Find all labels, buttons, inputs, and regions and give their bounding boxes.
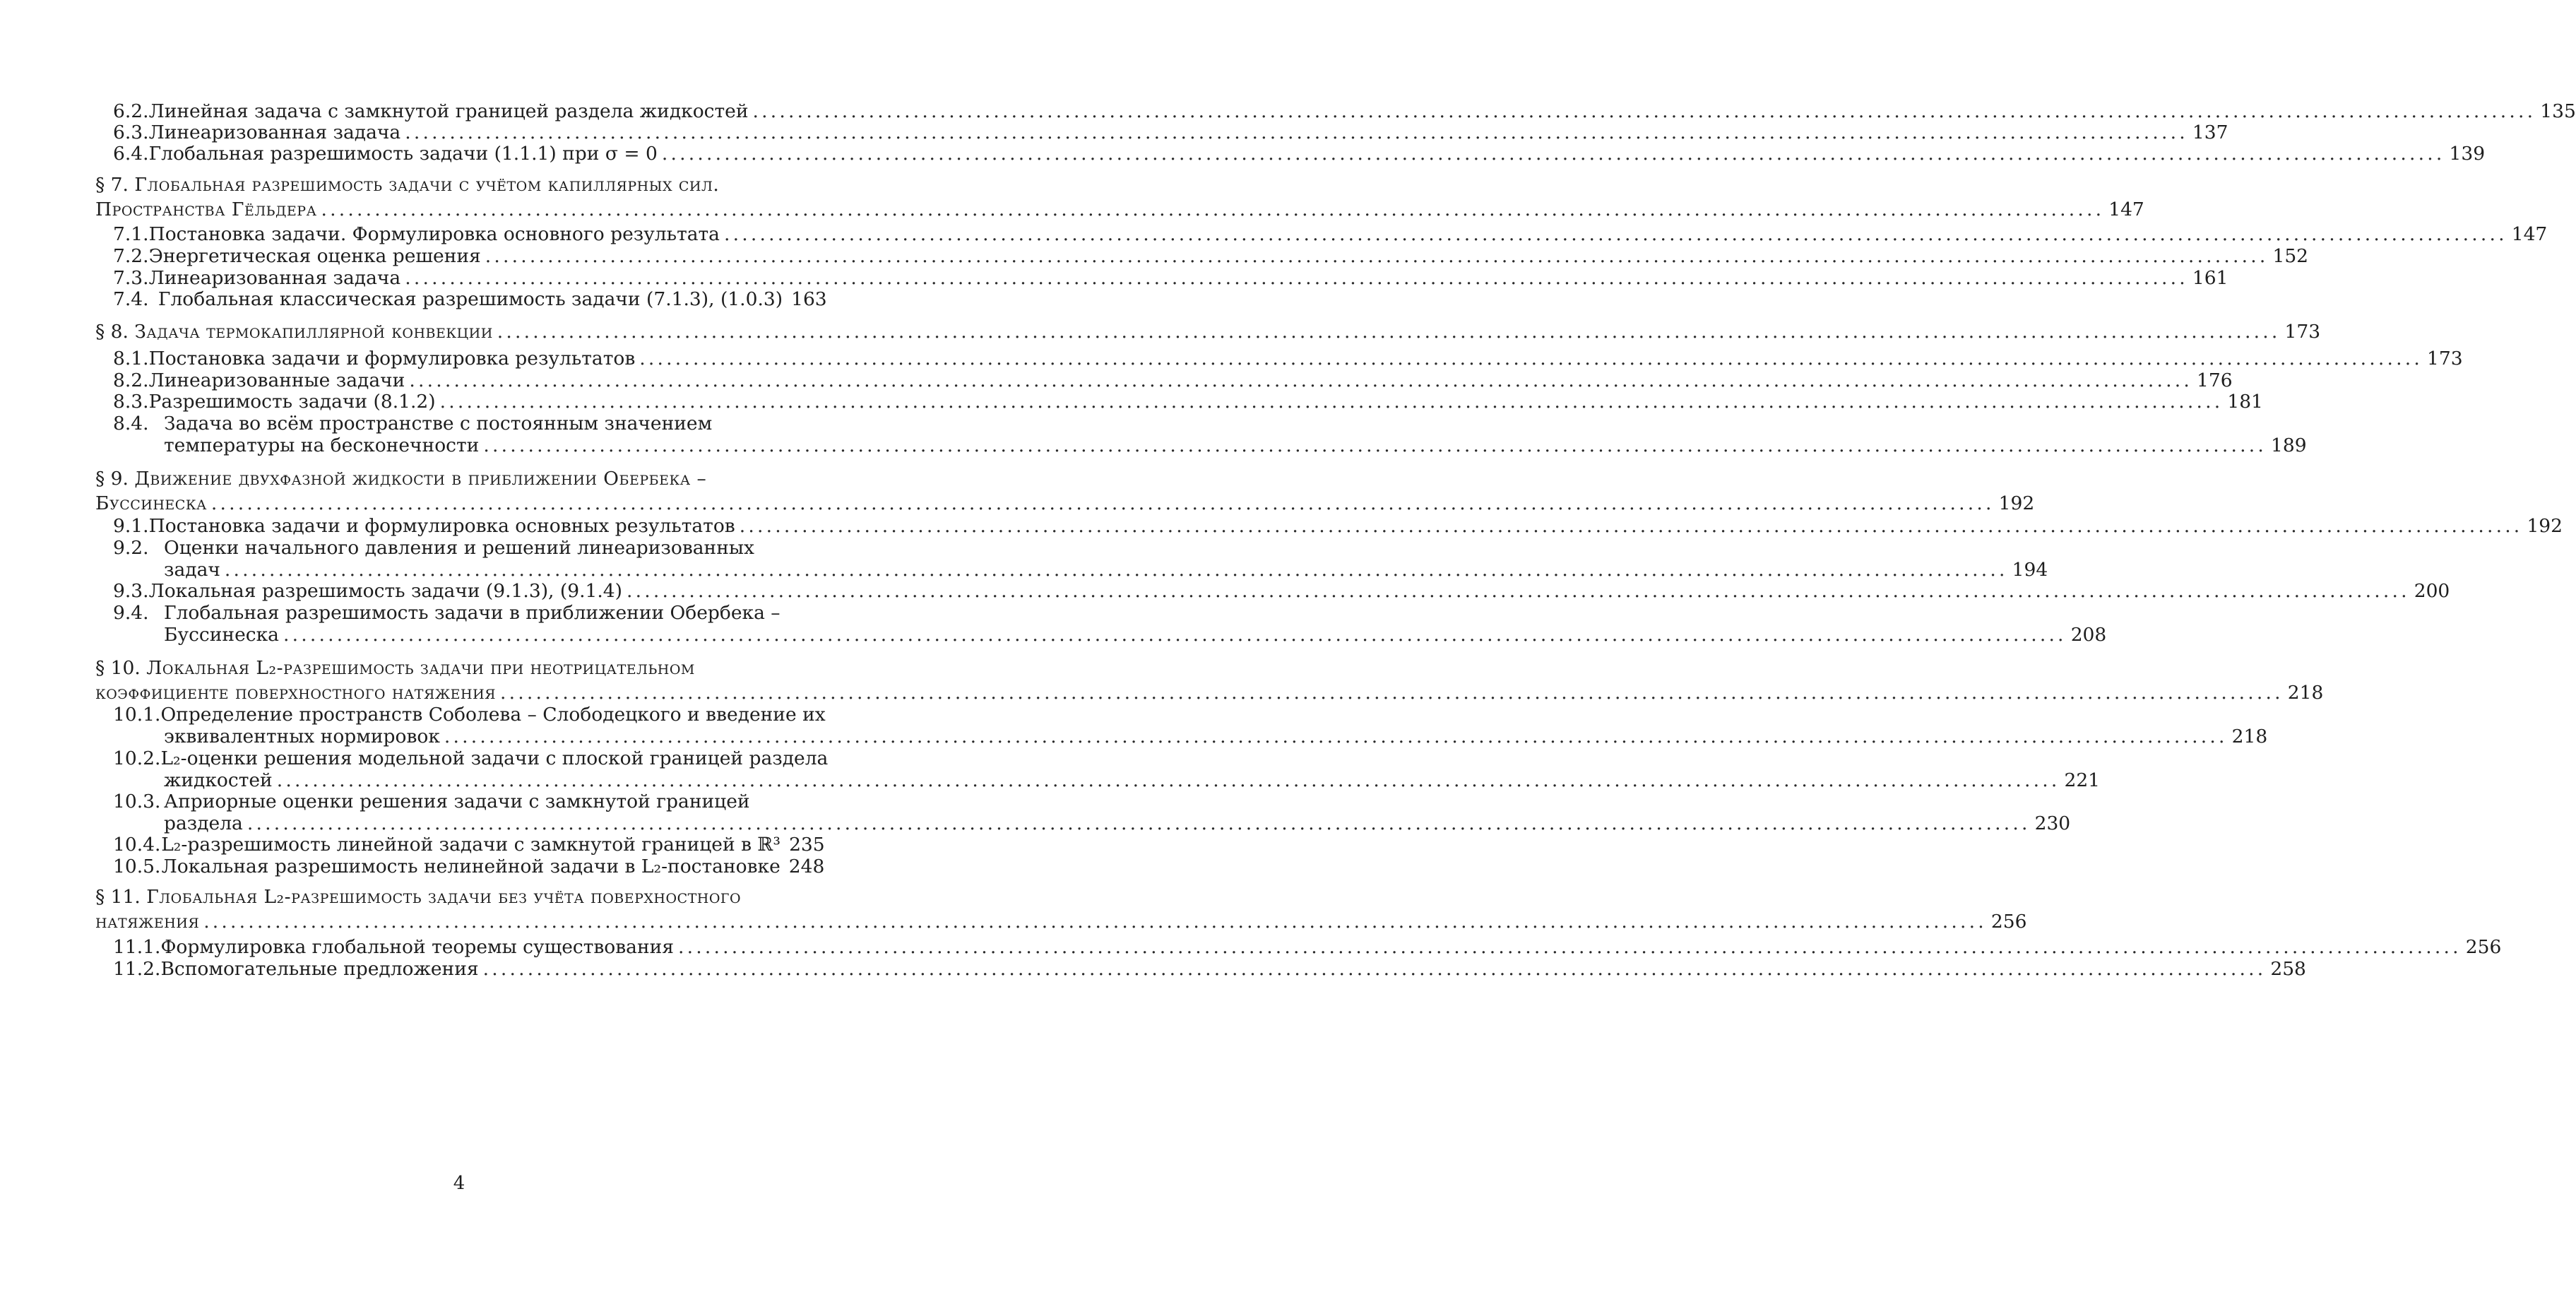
toc-section-title: коэффициенте поверхностного натяжения <box>95 682 497 704</box>
toc-entry-title: Локальная разрешимость нелинейной задачи в L₂-постановке <box>161 856 780 877</box>
toc-entry-title: Линеаризованные задачи <box>148 369 405 391</box>
leader-dots: ........................................................................................................................................................................................................ <box>483 434 2267 456</box>
toc-entry-title: раздела <box>164 812 243 834</box>
toc-page-number: 221 <box>2064 769 2101 791</box>
toc-entry-title: Локальная разрешимость задачи (9.1.3), (9.1.4) <box>148 580 622 602</box>
toc-section-title: Глобальная разрешимость задачи с учётом капиллярных сил. <box>134 174 720 196</box>
toc-entry-number: 7.2. <box>113 245 149 267</box>
toc-entry-title: жидкостей <box>164 769 273 791</box>
toc-page-number: 194 <box>2012 559 2048 581</box>
toc-entry-title: Постановка задачи и формулировка результатов <box>148 348 636 369</box>
toc-section-title: Локальная L₂-разрешимость задачи при неотрицательном <box>146 657 695 679</box>
toc-page-number: 192 <box>1998 492 2035 514</box>
toc-section-number: § 8. <box>95 321 135 343</box>
leader-dots: ........................................................................................................................................................................................................ <box>321 199 2105 220</box>
leader-dots: ........................................................................................................................................................................................................ <box>444 726 2228 747</box>
toc-entry-title: Глобальная разрешимость задачи в приближении Обербека – <box>164 602 780 624</box>
toc-section-number: § 9. <box>95 468 135 490</box>
toc-entry-number: 10.1. <box>113 704 161 726</box>
leader-dots: ........................................................................................................................................................................................................ <box>723 223 2507 245</box>
toc-section-entry[interactable] <box>95 656 823 681</box>
leader-dots: ........................................................................................................................................................................................................ <box>626 580 2410 602</box>
toc-page-number: 176 <box>2197 369 2233 391</box>
leader-dots: ........................................................................................................................................................................................................ <box>210 492 1995 514</box>
toc-page-number: 139 <box>2449 143 2486 165</box>
toc-entry-number: 8.4. <box>113 413 149 434</box>
leader-dots: ........................................................................................................................................................................................................ <box>247 812 2031 834</box>
toc-section-entry[interactable] <box>95 319 2321 345</box>
toc-page-number: 161 <box>2192 267 2228 289</box>
toc-section-entry[interactable] <box>95 885 823 910</box>
toc-entry-number: 9.2. <box>113 537 149 559</box>
toc-entry-title: Линейная задача с замкнутой границей раздела жидкостей <box>148 100 749 122</box>
leader-dots: ........................................................................................................................................................................................................ <box>739 515 2523 537</box>
toc-entry-title: задач <box>164 559 220 581</box>
toc-page-number: 248 <box>788 856 825 877</box>
toc-section-number: § 7. <box>95 174 135 196</box>
toc-page-number: 147 <box>2108 199 2144 220</box>
toc-page-number: 173 <box>2426 348 2463 369</box>
toc-subsection-entry[interactable] <box>113 287 827 312</box>
toc-entry-title: L₂-оценки решения модельной задачи с плоской границей раздела <box>160 747 829 769</box>
leader-dots: ........................................................................................................................................................................................................ <box>482 958 2267 980</box>
leader-dots: ........................................................................................................................................................................................................ <box>409 369 2193 391</box>
toc-entry-number: 7.3. <box>113 267 149 289</box>
leader-dots: ........................................................................................................................................................................................................ <box>405 122 2188 143</box>
toc-entry-title: Глобальная разрешимость задачи (1.1.1) при σ = 0 <box>148 143 658 165</box>
toc-entry-number: 6.2. <box>113 100 149 122</box>
toc-entry-title: Априорные оценки решения задачи с замкнутой границей <box>164 791 750 812</box>
toc-subsection-entry[interactable] <box>113 141 2486 167</box>
toc-entry-title: Энергетическая оценка решения <box>148 245 481 267</box>
toc-entry-number: 10.5. <box>113 856 161 877</box>
toc-page-number: 189 <box>2271 434 2307 456</box>
toc-section-title: натяжения <box>95 911 200 933</box>
toc-page-number: 192 <box>2527 515 2563 537</box>
toc-section-entry[interactable] <box>95 466 823 492</box>
toc-section-title: Задача термокапиллярной конвекции <box>134 321 493 343</box>
toc-entry-title: Глобальная классическая разрешимость задачи (7.1.3), (1.0.3) <box>158 288 783 310</box>
toc-page-number: 230 <box>2034 812 2071 834</box>
leader-dots: ........................................................................................................................................................................................................ <box>276 769 2060 791</box>
toc-section-number: § 11. <box>95 886 147 908</box>
toc-entry-title: эквивалентных нормировок <box>164 726 440 747</box>
toc-entry-title: Определение пространств Соболева – Слободецкого и введение их <box>160 704 826 726</box>
leader-dots: ........................................................................................................................................................................................................ <box>283 624 2067 646</box>
leader-dots: ........................................................................................................................................................................................................ <box>224 559 2008 581</box>
toc-page-number: 173 <box>2284 321 2321 343</box>
toc-page-number: 152 <box>2272 245 2309 267</box>
toc-entry-number: 8.1. <box>113 348 149 369</box>
toc-entry-title: Формулировка глобальной теоремы существования <box>160 936 675 958</box>
toc-section-entry[interactable] <box>95 172 823 198</box>
toc-page-number: 235 <box>789 834 825 856</box>
toc-page-number: 256 <box>2465 936 2502 958</box>
toc-page-number: 147 <box>2511 223 2548 245</box>
toc-page-number: 200 <box>2414 580 2450 602</box>
toc-entry-number: 9.4. <box>113 602 149 624</box>
toc-entry-title: Разрешимость задачи (8.1.2) <box>148 391 436 413</box>
toc-page-number: 137 <box>2192 122 2228 143</box>
toc-subsection-entry[interactable] <box>113 854 823 880</box>
toc-entry-number: 8.3. <box>113 391 149 413</box>
toc-entry-title: Постановка задачи. Формулировка основного результата <box>148 223 720 245</box>
toc-page-number: 208 <box>2070 624 2107 646</box>
toc-entry-number: 8.2. <box>113 369 149 391</box>
toc-subsection-entry-continued[interactable] <box>164 433 2307 459</box>
toc-page-number: 258 <box>2270 958 2306 980</box>
toc-entry-number: 6.4. <box>113 143 149 165</box>
toc-section-entry-continued[interactable] <box>95 909 2027 935</box>
leader-dots: ........................................................................................................................................................................................................ <box>405 267 2188 289</box>
toc-entry-title: L₂-разрешимость линейной задачи с замкнутой границей в ℝ³ <box>161 834 781 856</box>
toc-section-entry-continued[interactable] <box>95 491 2035 516</box>
toc-page-number: 135 <box>2540 100 2576 122</box>
toc-entry-number: 6.3. <box>113 122 149 143</box>
toc-entry-number: 7.4. <box>113 288 149 310</box>
toc-page-number: 218 <box>2287 682 2324 704</box>
toc-section-title: Движение двухфазной жидкости в приближении Обербека – <box>134 468 707 490</box>
toc-subsection-entry[interactable] <box>113 957 2306 982</box>
leader-dots: ........................................................................................................................................................................................................ <box>439 391 2224 413</box>
leader-dots: ........................................................................................................................................................................................................ <box>678 936 2462 958</box>
toc-page-number: 181 <box>2227 391 2263 413</box>
leader-dots: ........................................................................................................................................................................................................ <box>203 911 1987 933</box>
toc-entry-title: Буссинеска <box>164 624 279 646</box>
leader-dots: ........................................................................................................................................................................................................ <box>485 245 2269 267</box>
toc-entry-number: 10.2. <box>113 747 161 769</box>
toc-entry-title: Линеаризованная задача <box>148 122 401 143</box>
toc-entry-title: Постановка задачи и формулировка основных результатов <box>148 515 735 537</box>
toc-entry-title: Оценки начального давления и решений линеаризованных <box>164 537 754 559</box>
toc-entry-number: 9.3. <box>113 580 149 602</box>
toc-section-number: § 10. <box>95 657 147 679</box>
toc-section-title: Пространства Гёльдера <box>95 199 317 220</box>
toc-entry-title: Задача во всём пространстве с постоянным значением <box>164 413 713 434</box>
leader-dots: ........................................................................................................................................................................................................ <box>661 143 2445 165</box>
toc-section-title: Буссинеска <box>95 492 207 514</box>
leader-dots: ........................................................................................................................................................................................................ <box>497 321 2281 343</box>
toc-entry-title: Вспомогательные предложения <box>160 958 479 980</box>
toc-page-number: 218 <box>2231 726 2268 747</box>
toc-entry-number: 10.3. <box>113 791 161 812</box>
toc-entry-title: температуры на бесконечности <box>164 434 480 456</box>
toc-entry-number: 11.1. <box>113 936 161 958</box>
toc-entry-number: 9.1. <box>113 515 149 537</box>
toc-entry-title: Линеаризованная задача <box>148 267 401 289</box>
leader-dots: ........................................................................................................................................................................................................ <box>639 348 2423 369</box>
page-number: 4 <box>453 1173 465 1194</box>
toc-page-number: 163 <box>791 288 827 310</box>
toc-entry-number: 11.2. <box>113 958 161 980</box>
toc-section-entry-continued[interactable] <box>95 197 2144 223</box>
toc-section-title: Глобальная L₂-разрешимость задачи без учёта поверхностного <box>146 886 742 908</box>
leader-dots: ........................................................................................................................................................................................................ <box>500 682 2284 704</box>
toc-subsection-entry-continued[interactable] <box>164 622 2107 648</box>
toc-entry-number: 10.4. <box>113 834 161 856</box>
toc-entry-number: 7.1. <box>113 223 149 245</box>
toc-page-number: 256 <box>1990 911 2027 933</box>
leader-dots: ........................................................................................................................................................................................................ <box>752 100 2536 122</box>
